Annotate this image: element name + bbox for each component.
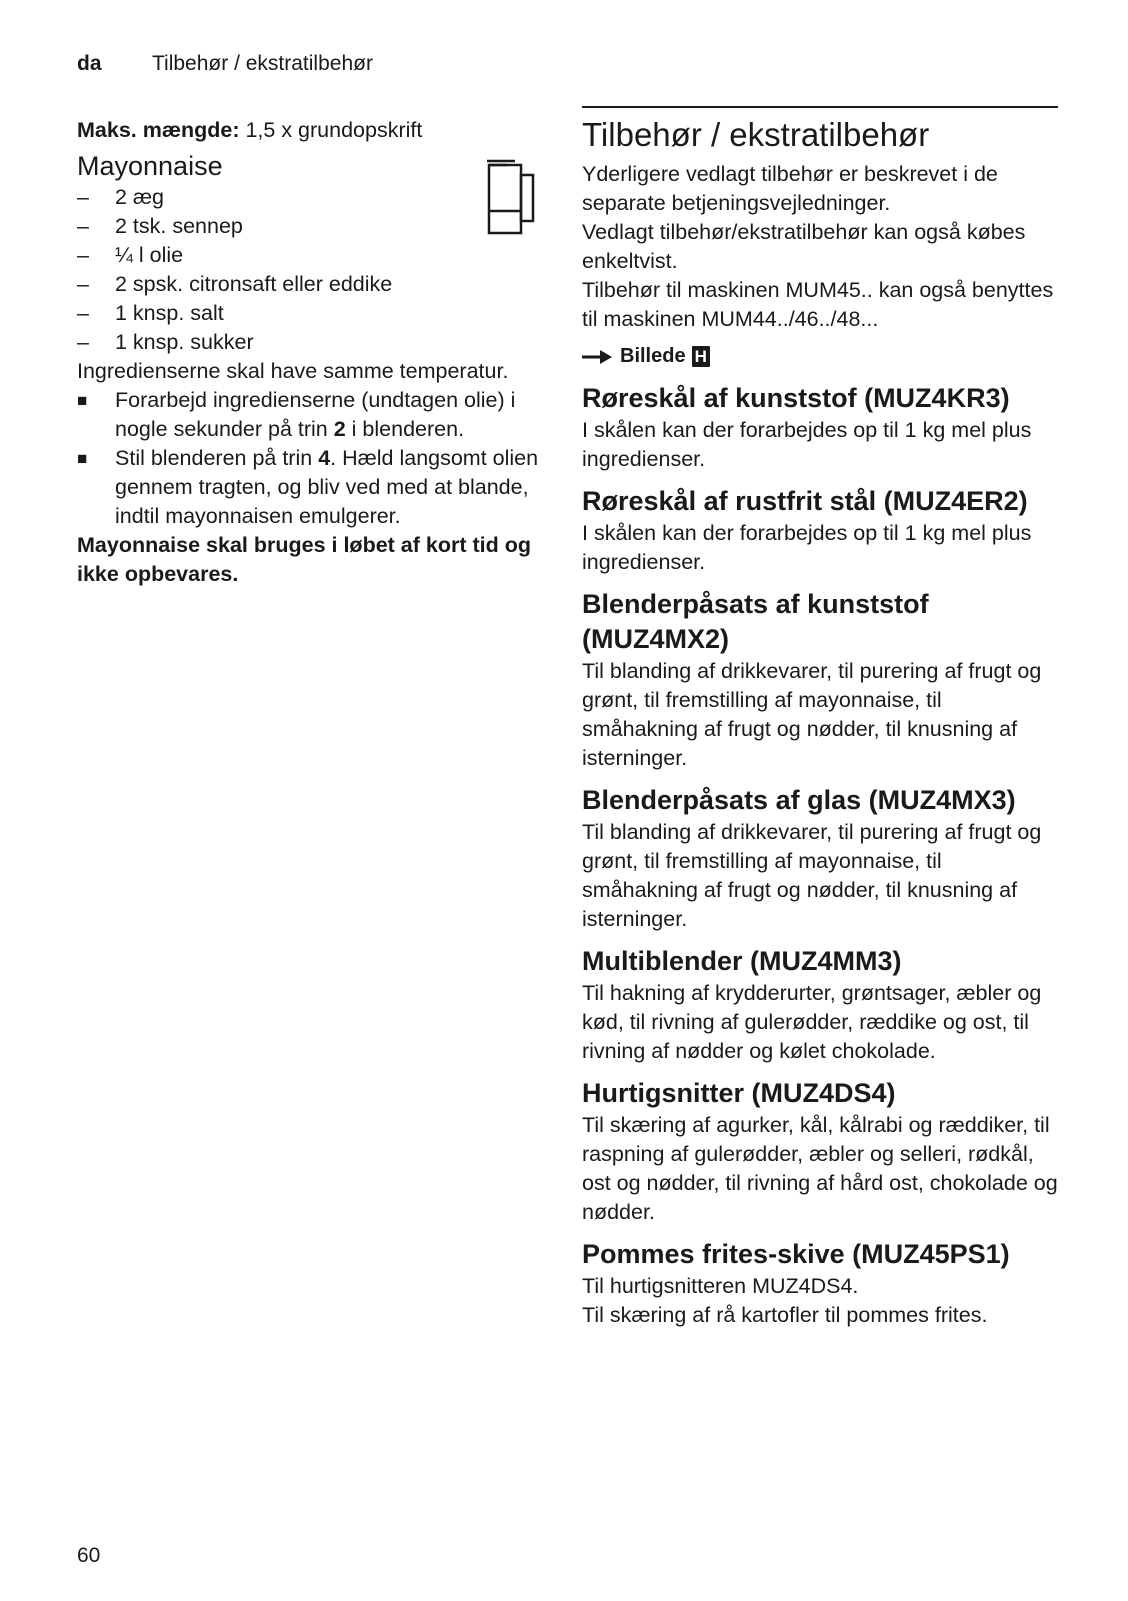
step-text: . Hæld langsomt olien gennem tragten, og bliv ved med at blande, indtil mayonnaisen emulgerer.	[115, 446, 539, 528]
intro-paragraph: Vedlagt tilbehør/ekstratilbehør kan også købes enkeltvist.	[582, 220, 1026, 273]
square-bullet-icon: ■	[77, 449, 88, 468]
left-column	[77, 116, 557, 589]
max-quantity-line	[77, 116, 557, 145]
ingredient-item: – 2 tsk. sennep	[77, 212, 557, 241]
step-level: 4	[318, 446, 331, 470]
accessory-title: Multiblender (MUZ4MM3)	[582, 946, 902, 976]
header-section-title: Tilbehør / ekstratilbehør	[152, 52, 373, 75]
accessory-description: Til hakning af krydderurter, grøntsager, æbler og kød, til rivning af gulerødder, ræddike og ost, til rivning af nødder og kølet chokolade.	[582, 981, 1042, 1063]
step-item	[77, 386, 557, 444]
figure-letter-badge: H	[692, 346, 710, 367]
arrow-right-icon	[582, 350, 612, 364]
figure-reference	[582, 342, 1058, 371]
accessory-title: Røreskål af rustfrit stål (MUZ4ER2)	[582, 486, 1028, 516]
intro-paragraph: Yderligere vedlagt tilbehør er beskrevet i de separate betjeningsvejledninger.	[582, 162, 998, 215]
accessory-description: I skålen kan der forarbejdes op til 1 kg mel plus ingredienser.	[582, 418, 1032, 471]
page-header	[77, 52, 373, 76]
accessory-title: Pommes frites-skive (MUZ45PS1)	[582, 1239, 1010, 1269]
recipe-block	[77, 149, 557, 357]
ingredient-item: – 2 æg	[77, 183, 557, 212]
ingredient-item: – ¼ l olie	[77, 241, 557, 270]
square-bullet-icon: ■	[77, 391, 88, 410]
page-number: 60	[77, 1544, 101, 1567]
accessory-description: Til hurtigsnitteren MUZ4DS4.	[582, 1274, 859, 1298]
accessory-title: Hurtigsnitter (MUZ4DS4)	[582, 1078, 896, 1108]
step-list	[77, 386, 557, 531]
recipe-note: Ingredienserne skal have samme temperatur.	[77, 359, 509, 383]
accessory-title: Blenderpåsats af glas (MUZ4MX3)	[582, 785, 1016, 815]
max-quantity-value: 1,5 x grundopskrift	[239, 118, 423, 142]
recipe-title: Mayonnaise	[77, 151, 223, 181]
accessory-title: Røreskål af kunststof (MUZ4KR3)	[582, 383, 1010, 413]
accessory-title: Blenderpåsats af kunststof (MUZ4MX2)	[582, 589, 929, 654]
storage-warning: Mayonnaise skal bruges i løbet af kort tid og ikke opbevares.	[77, 533, 531, 586]
accessory-description: Til blanding af drikkevarer, til purering af frugt og grønt, til fremstilling af mayonnaise, til småhakning af frugt og nødder, til knusning af isterninger.	[582, 820, 1042, 931]
accessory-description: Til skæring af agurker, kål, kålrabi og ræddiker, til raspning af gulerødder, æbler og selleri, rødkål, ost og nødder, til rivning af hård ost, chokolade og nødder.	[582, 1113, 1058, 1224]
step-text: Stil blenderen på trin	[115, 446, 319, 470]
accessory-description: Til skæring af rå kartofler til pommes frites.	[582, 1303, 988, 1327]
page-title: Tilbehør / ekstratilbehør	[582, 116, 930, 153]
ingredient-item: – 1 knsp. salt	[77, 299, 557, 328]
section-rule	[582, 106, 1058, 108]
ingredient-list	[77, 183, 557, 357]
right-column	[582, 106, 1058, 1330]
step-item	[77, 444, 557, 531]
intro-paragraph: Tilbehør til maskinen MUM45.. kan også benyttes til maskinen MUM44../46../48...	[582, 278, 1054, 331]
step-level: 2	[333, 417, 346, 441]
ingredient-item: – 1 knsp. sukker	[77, 328, 557, 357]
accessory-description: I skålen kan der forarbejdes op til 1 kg mel plus ingredienser.	[582, 521, 1032, 574]
step-text: Forarbejd ingredienserne (undtagen olie) i nogle sekunder på trin	[115, 388, 516, 441]
language-code: da	[77, 52, 102, 75]
max-quantity-label: Maks. mængde:	[77, 118, 240, 142]
figure-label: Billede	[620, 345, 686, 367]
ingredient-item: – 2 spsk. citronsaft eller eddike	[77, 270, 557, 299]
accessory-description: Til blanding af drikkevarer, til purering af frugt og grønt, til fremstilling af mayonnaise, til småhakning af frugt og nødder, til knusning af isterninger.	[582, 659, 1042, 770]
step-text: i blenderen.	[345, 417, 465, 441]
